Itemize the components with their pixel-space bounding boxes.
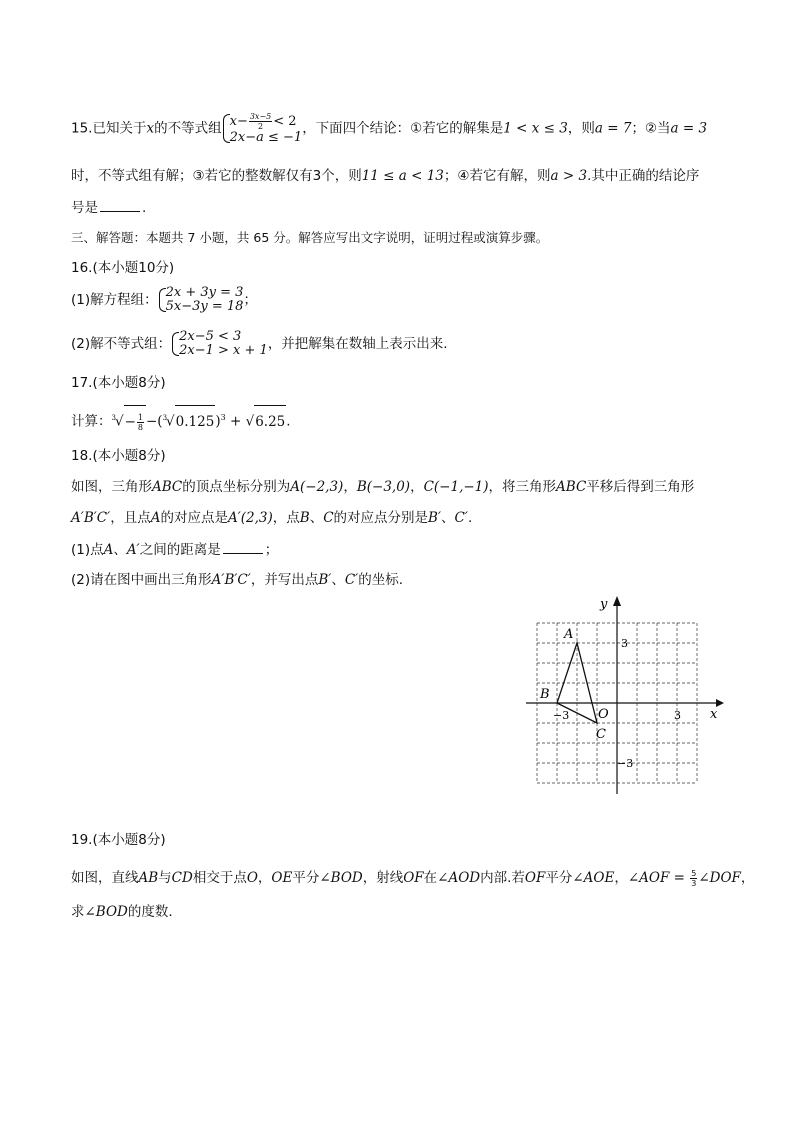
answer-blank[interactable]	[100, 197, 140, 212]
q18-line2: A′B′C′，且点A的对应点是A′(2,3)，点B、C的对应点分别是B′、C′.	[71, 510, 473, 526]
q17-expression: 计算：$^3$√− $\frac{1}{8}$ $-(^3√0.125)^3 + √6.25$.	[71, 402, 734, 438]
vertex-a-label: A	[564, 627, 574, 642]
q16-inequality-system: 2x−5 < 3 2x−1 > x + 1	[171, 330, 268, 358]
tick-label-y-pos: 3	[621, 637, 628, 650]
tick-label-x-neg: −3	[553, 709, 570, 722]
section-3-heading: 三、解答题：本题共 7 小题，共 65 分。解答应写出文字说明，证明过程或演算步骤。	[71, 230, 549, 245]
q18-heading: 18.(本小题8分)	[71, 448, 166, 464]
q16-part1: (1)解方程组： 2x + 3y = 3 5x−3y = 18 ；	[71, 285, 257, 314]
q18-part2: (2)请在图中画出三角形A′B′C′，并写出点B′、C′的坐标.	[71, 572, 404, 588]
origin-label: O	[598, 707, 609, 722]
x-axis-label: x	[710, 707, 718, 722]
tick-label-y-neg: −3	[617, 757, 634, 770]
q18-line1: 如图，三角形ABC的顶点坐标分别为A(−2,3)，B(−3,0)，C(−1,−1)，将三角形ABC平移后得到三角形	[71, 479, 695, 495]
q16-heading: 16.(本小题10分)	[71, 260, 175, 276]
q15-line1: 15.已知关于x的不等式组 x− $\frac{3x-5}{2}$ < 2 2x−a ≤ −1 ，下面四个结论：①若它的解集是1 < x ≤ 3，则a = 7；②当a = 3	[71, 112, 708, 145]
q19-heading: 19.(本小题8分)	[71, 832, 166, 848]
vertex-b-label: B	[540, 687, 550, 702]
y-axis-arrow-icon	[613, 596, 621, 606]
y-axis-label: y	[600, 597, 608, 612]
vertex-c-label: C	[596, 727, 606, 742]
q15-line2: 时，不等式组有解；③若它的整数解仅有3个，则11 ≤ a < 13；④若它有解，则a > 3.其中正确的结论序	[71, 168, 700, 184]
answer-blank-distance[interactable]	[223, 539, 263, 554]
coordinate-grid-figure	[520, 592, 730, 802]
q19-line2: 求∠BOD的度数.	[71, 904, 173, 920]
x-axis-arrow-icon	[716, 699, 724, 707]
q18-part1: (1)点A、A′之间的距离是 ；	[71, 539, 734, 560]
q16-equation-system: 2x + 3y = 3 5x−3y = 18	[158, 286, 244, 314]
q16-part2: (2)解不等式组： 2x−5 < 3 2x−1 > x + 1 ，并把解集在数轴上表示出来.	[71, 329, 448, 358]
q17-heading: 17.(本小题8分)	[71, 375, 166, 391]
q15-line3: 号是 .	[71, 197, 734, 218]
cube-root-term: − $\frac{1}{8}$	[124, 405, 146, 438]
q15-inequality-system: x− $\frac{3x-5}{2}$ < 2 2x−a ≤ −1	[222, 112, 303, 145]
tick-label-x-pos: 3	[674, 709, 681, 722]
q19-line1: 如图，直线AB与CD相交于点O，OE平分∠BOD，射线OF在∠AOD内部.若OF平分∠AOE，∠AOF = $\frac{5}{3}$ ∠DOF，	[71, 868, 755, 888]
